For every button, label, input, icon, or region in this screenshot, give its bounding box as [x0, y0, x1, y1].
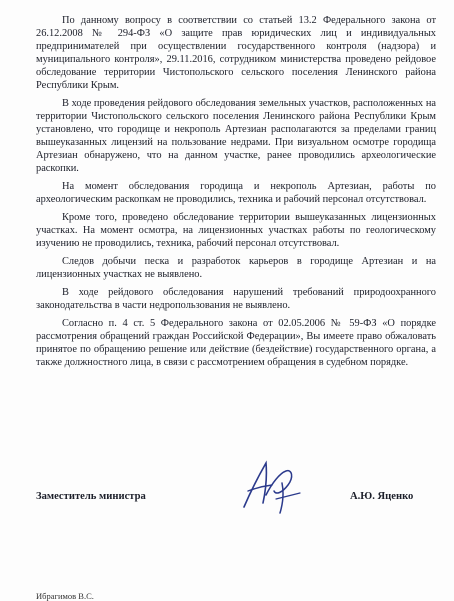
paragraph-no-violations: В ходе рейдового обследования нарушений требований природоохранного законодательства в части недропользования не выявлено.	[36, 287, 436, 311]
handwritten-signature	[236, 455, 306, 517]
paragraph-appeal-rights: Согласно п. 4 ст. 5 Федерального закона от 02.05.2006 № 59-ФЗ «О порядке рассмотрения обращений граждан Российской Федерации», Вы имеете право обжаловать принятое по обращению решение или действие (бездействие) государственного органа, а также должностного лица, в связи с рассмотрением обращения в судебном порядке.	[36, 318, 436, 368]
paragraph-excavation-status: На момент обследования городища и некрополь Артезиан, работы по археологическим раскопкам не проводились, техника и рабочий персонал отсутствовал.	[36, 181, 436, 205]
paragraph-license-areas: Кроме того, проведено обследование территории вышеуказанных лицензионных участках. На момент осмотра, на лицензионных участках работы по геологическому изучению не проводились, техника, рабочий персонал отсутствовал.	[36, 212, 436, 249]
signatory-name: А.Ю. Яценко	[350, 491, 414, 502]
paragraph-inspection-findings: В ходе проведения рейдового обследования земельных участков, расположенных на территории Чистопольского сельского поселения Ленинского района Республики Крым установлено, что городище и некрополь Артезиан располагаются за пределами границ вышеуказанных лицензий на пользование недрами. При визуальном осмотре городища Артезиан обнаружено, что на данном участке, ранее проводились археологические раскопки.	[36, 98, 436, 174]
executor-name: Ибрагимов В.С.	[36, 591, 94, 601]
letter-body	[36, 14, 436, 369]
paragraph-inspection-basis: По данному вопросу в соответствии со статьей 13.2 Федерального закона от 26.12.2008 № 294-ФЗ «О защите прав юридических лиц и индивидуальных предпринимателей при осуществлении государственного контроля (надзора) и муниципального контроля», 29.11.2016, сотрудником министерства проведено рейдовое обследование территории Чистопольского сельского поселения Ленинского района Республики Крым.	[36, 15, 436, 91]
paragraph-no-quarrying: Следов добычи песка и разработок карьеров в городище Артезиан и на лицензионных участках не выявлено.	[36, 256, 436, 280]
signatory-title: Заместитель министра	[36, 491, 146, 502]
